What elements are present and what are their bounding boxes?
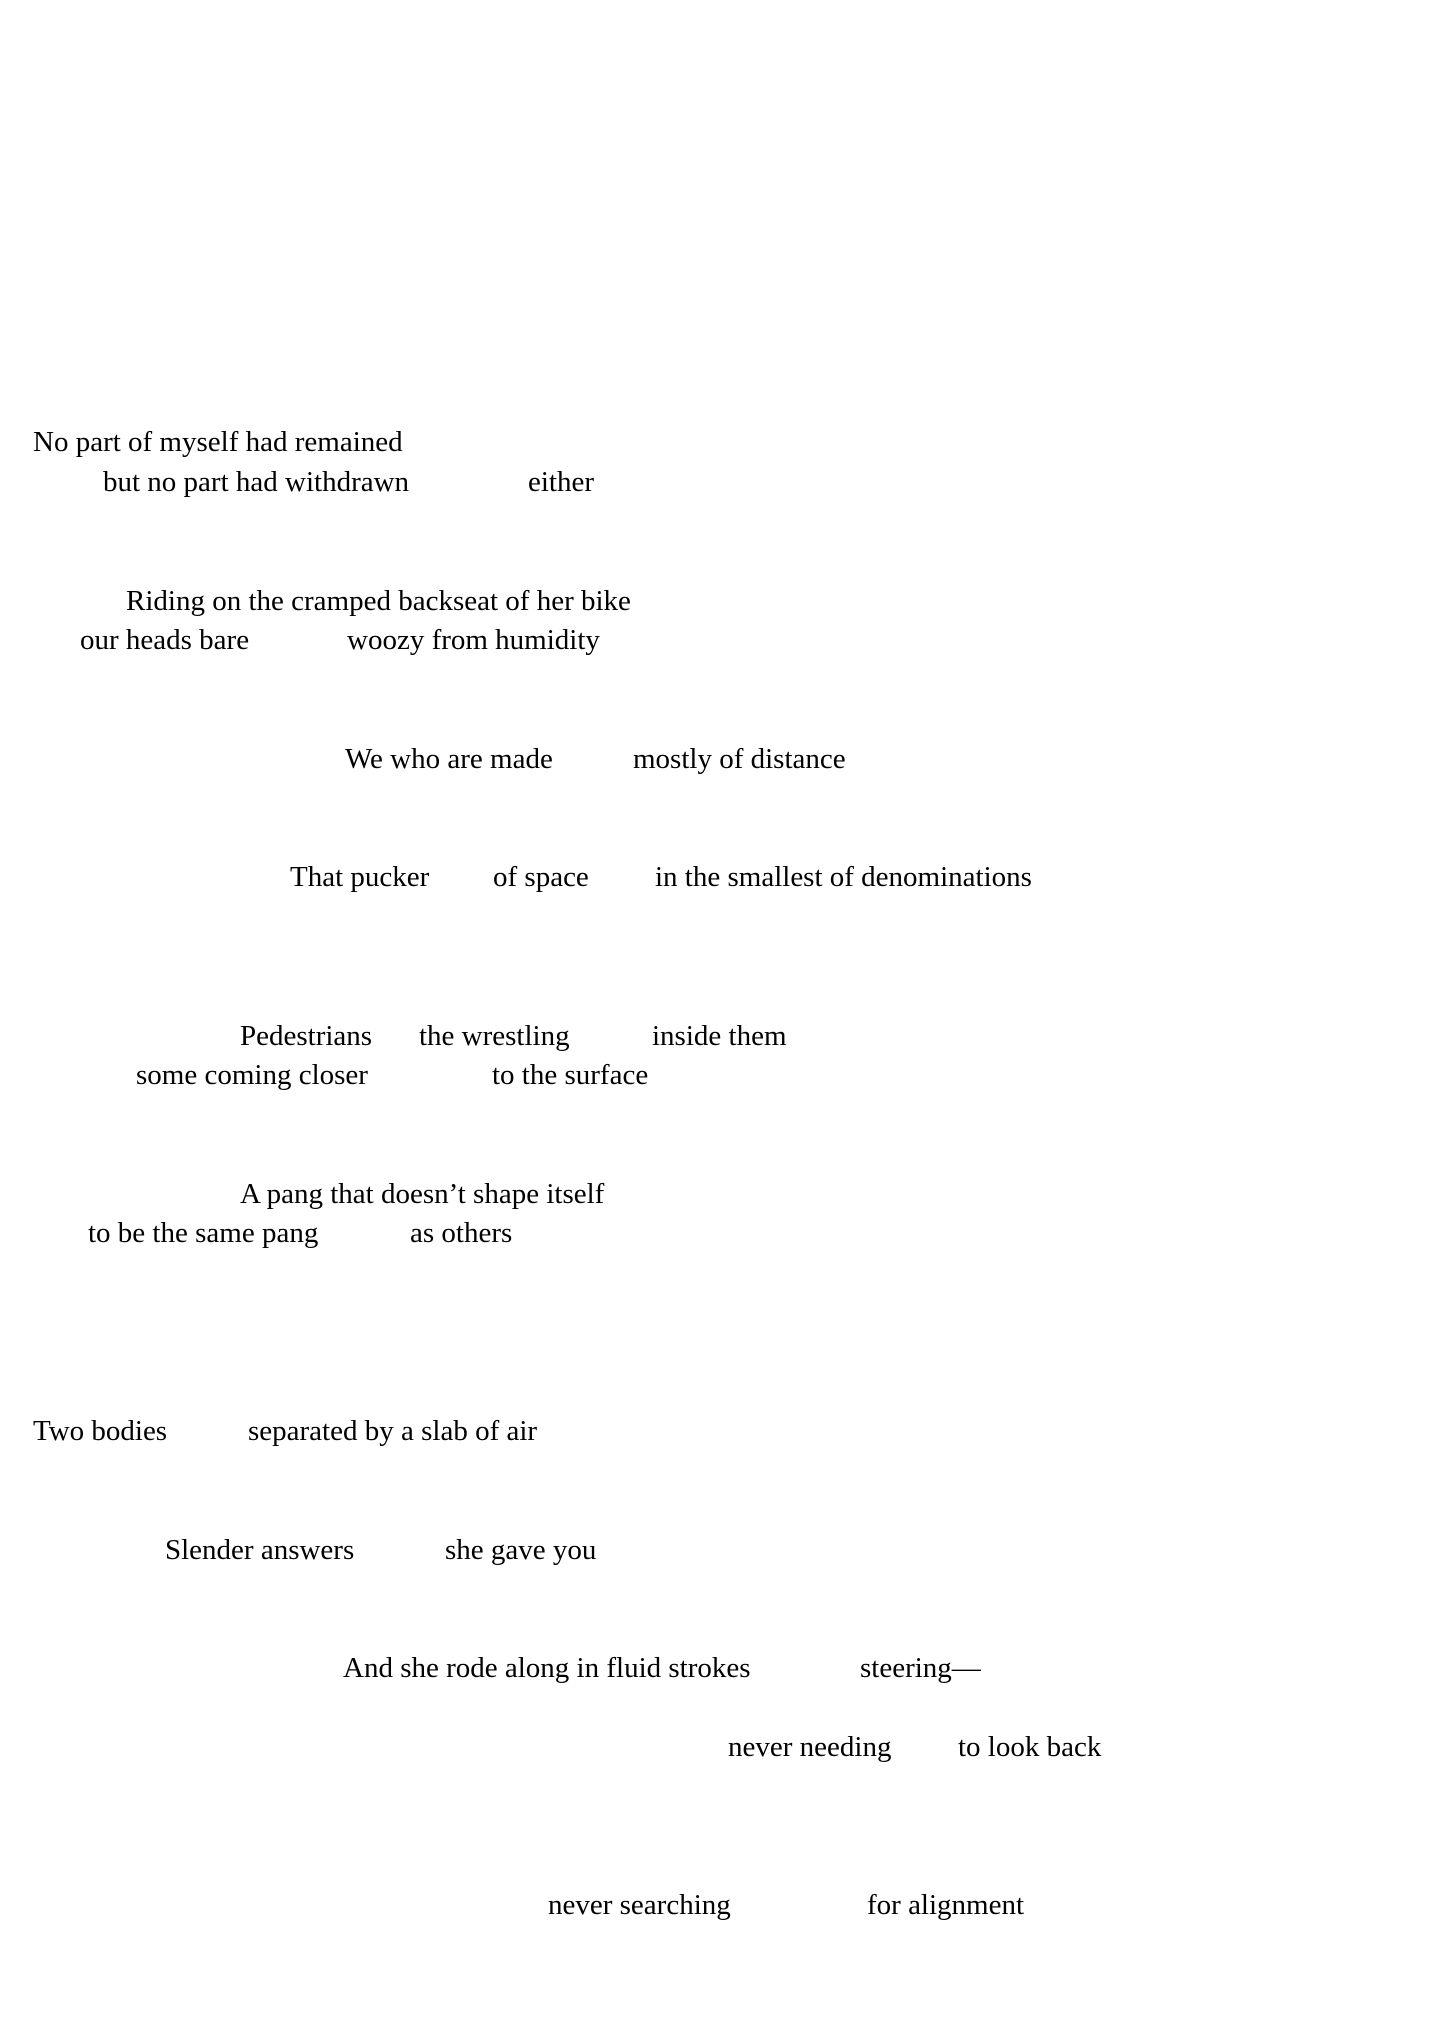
poem-fragment: That pucker — [290, 861, 430, 893]
poem-fragment: inside them — [652, 1020, 787, 1052]
poem-fragment: our heads bare — [80, 624, 250, 656]
poem-fragment: steering— — [860, 1652, 981, 1684]
poem-fragment: separated by a slab of air — [248, 1415, 538, 1447]
poem-fragment: either — [528, 466, 595, 498]
poem-fragment: Riding on the cramped backseat of her bike — [126, 585, 631, 617]
poem-fragment: And she rode along in fluid strokes — [343, 1652, 751, 1684]
poem-fragment: to the surface — [492, 1059, 649, 1091]
poem-fragment: she gave you — [445, 1534, 597, 1566]
poem-fragment: We who are made — [345, 743, 553, 775]
poem-fragment: never needing — [728, 1731, 892, 1763]
poem-fragment: Pedestrians — [240, 1020, 373, 1052]
poem-fragment: never searching — [548, 1889, 731, 1921]
poem-fragment: woozy from humidity — [347, 624, 600, 656]
poem-fragment: the wrestling — [419, 1020, 570, 1052]
poem-fragment: mostly of distance — [633, 743, 846, 775]
poem-fragment: in the smallest of denominations — [655, 861, 1032, 893]
poem-fragment: A pang that doesn’t shape itself — [240, 1178, 605, 1210]
poem-fragment: but no part had withdrawn — [103, 466, 410, 498]
poem-fragment: some coming closer — [136, 1059, 368, 1091]
poem-fragment: Two bodies — [33, 1415, 168, 1447]
poem-fragment: No part of myself had remained — [33, 426, 403, 458]
poem-fragment: for alignment — [867, 1889, 1025, 1921]
poem-fragment: Slender answers — [165, 1534, 355, 1566]
poem-fragment: to be the same pang — [88, 1217, 319, 1249]
poem-fragment: to look back — [958, 1731, 1102, 1763]
poem-fragment: of space — [493, 861, 589, 893]
poem-fragment: as others — [410, 1217, 513, 1249]
